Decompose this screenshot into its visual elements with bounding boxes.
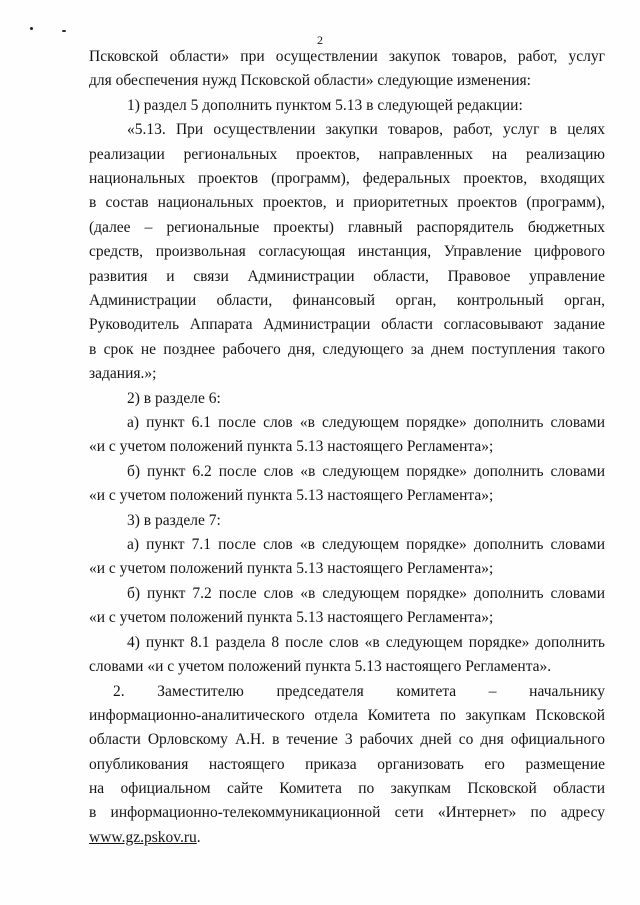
text-line: информационно-аналитического отдела Комитета по закупкам Псковской [89, 707, 605, 724]
text-line: «и с учетом положений пункта 5.13 настоящего Регламента»; [89, 487, 494, 504]
website-suffix: . [196, 829, 201, 846]
text-line: области Орловскому А.Н. в течение 3 рабочих дней со дня официального [89, 731, 605, 748]
text-line: словами «и с учетом положений пункта 5.13 настоящего Регламента». [89, 658, 552, 675]
text-line: Псковской области» при осуществлении закупок товаров, работ, услуг [89, 48, 605, 65]
text-line: Руководитель Аппарата Администрации области согласовывают задание [89, 316, 605, 333]
text-line: развития и связи Администрации области, Правовое управление [89, 268, 605, 285]
text-line: реализации региональных проектов, направленных на реализацию [89, 146, 605, 163]
text-line: «и с учетом положений пункта 5.13 настоящего Регламента»; [89, 438, 494, 455]
text-line: 1) раздел 5 дополнить пунктом 5.13 в следующей редакции: [127, 97, 523, 114]
text-line: (далее – региональные проекты) главный распорядитель бюджетных [89, 219, 605, 236]
text-line: Администрации области, финансовый орган, контрольный орган, [89, 292, 605, 309]
text-line: средств, произвольная согласующая инстанция, Управление цифрового [89, 243, 605, 260]
website-link[interactable]: www.gz.pskov.ru [89, 829, 197, 846]
scan-speck [30, 27, 33, 30]
text-line: б) пункт 6.2 после слов «в следующем порядке» дополнить словами [127, 463, 605, 480]
text-line: а) пункт 6.1 после слов «в следующем порядке» дополнить словами [127, 414, 605, 431]
text-line: в состав национальных проектов, и приоритетных проектов (программ), [89, 194, 605, 211]
scan-speck [62, 30, 66, 32]
text-line: «и с учетом положений пункта 5.13 настоящего Регламента»; [89, 609, 494, 626]
text-line: на официальном сайте Комитета по закупкам Псковской области [89, 780, 605, 797]
text-line: в информационно-телекоммуникационной сети «Интернет» по адресу [89, 804, 605, 821]
text-line: а) пункт 7.1 после слов «в следующем порядке» дополнить словами [127, 536, 605, 553]
text-line: 2) в разделе 6: [127, 390, 221, 407]
text-line: опубликования настоящего приказа организовать его размещение [89, 756, 605, 773]
text-line: «5.13. При осуществлении закупки товаров, работ, услуг в целях [127, 121, 605, 138]
text-line: 4) пункт 8.1 раздела 8 после слов «в следующем порядке» дополнить [127, 634, 605, 651]
text-line: в срок не позднее рабочего дня, следующего за днем поступления такого [89, 341, 605, 358]
text-line: задания.»; [89, 365, 157, 382]
text-line: 3) в разделе 7: [127, 512, 221, 529]
text-line: для обеспечения нужд Псковской области» следующие изменения: [89, 72, 531, 89]
text-line: «и с учетом положений пункта 5.13 настоящего Регламента»; [89, 560, 494, 577]
text-line-last [89, 826, 605, 850]
text-line: б) пункт 7.2 после слов «в следующем порядке» дополнить словами [127, 585, 605, 602]
text-line: национальных проектов (программ), федеральных проектов, входящих [89, 170, 605, 187]
page-number: 2 [317, 33, 323, 47]
text-line: 2. Заместителю председателя комитета – начальнику [113, 683, 605, 700]
